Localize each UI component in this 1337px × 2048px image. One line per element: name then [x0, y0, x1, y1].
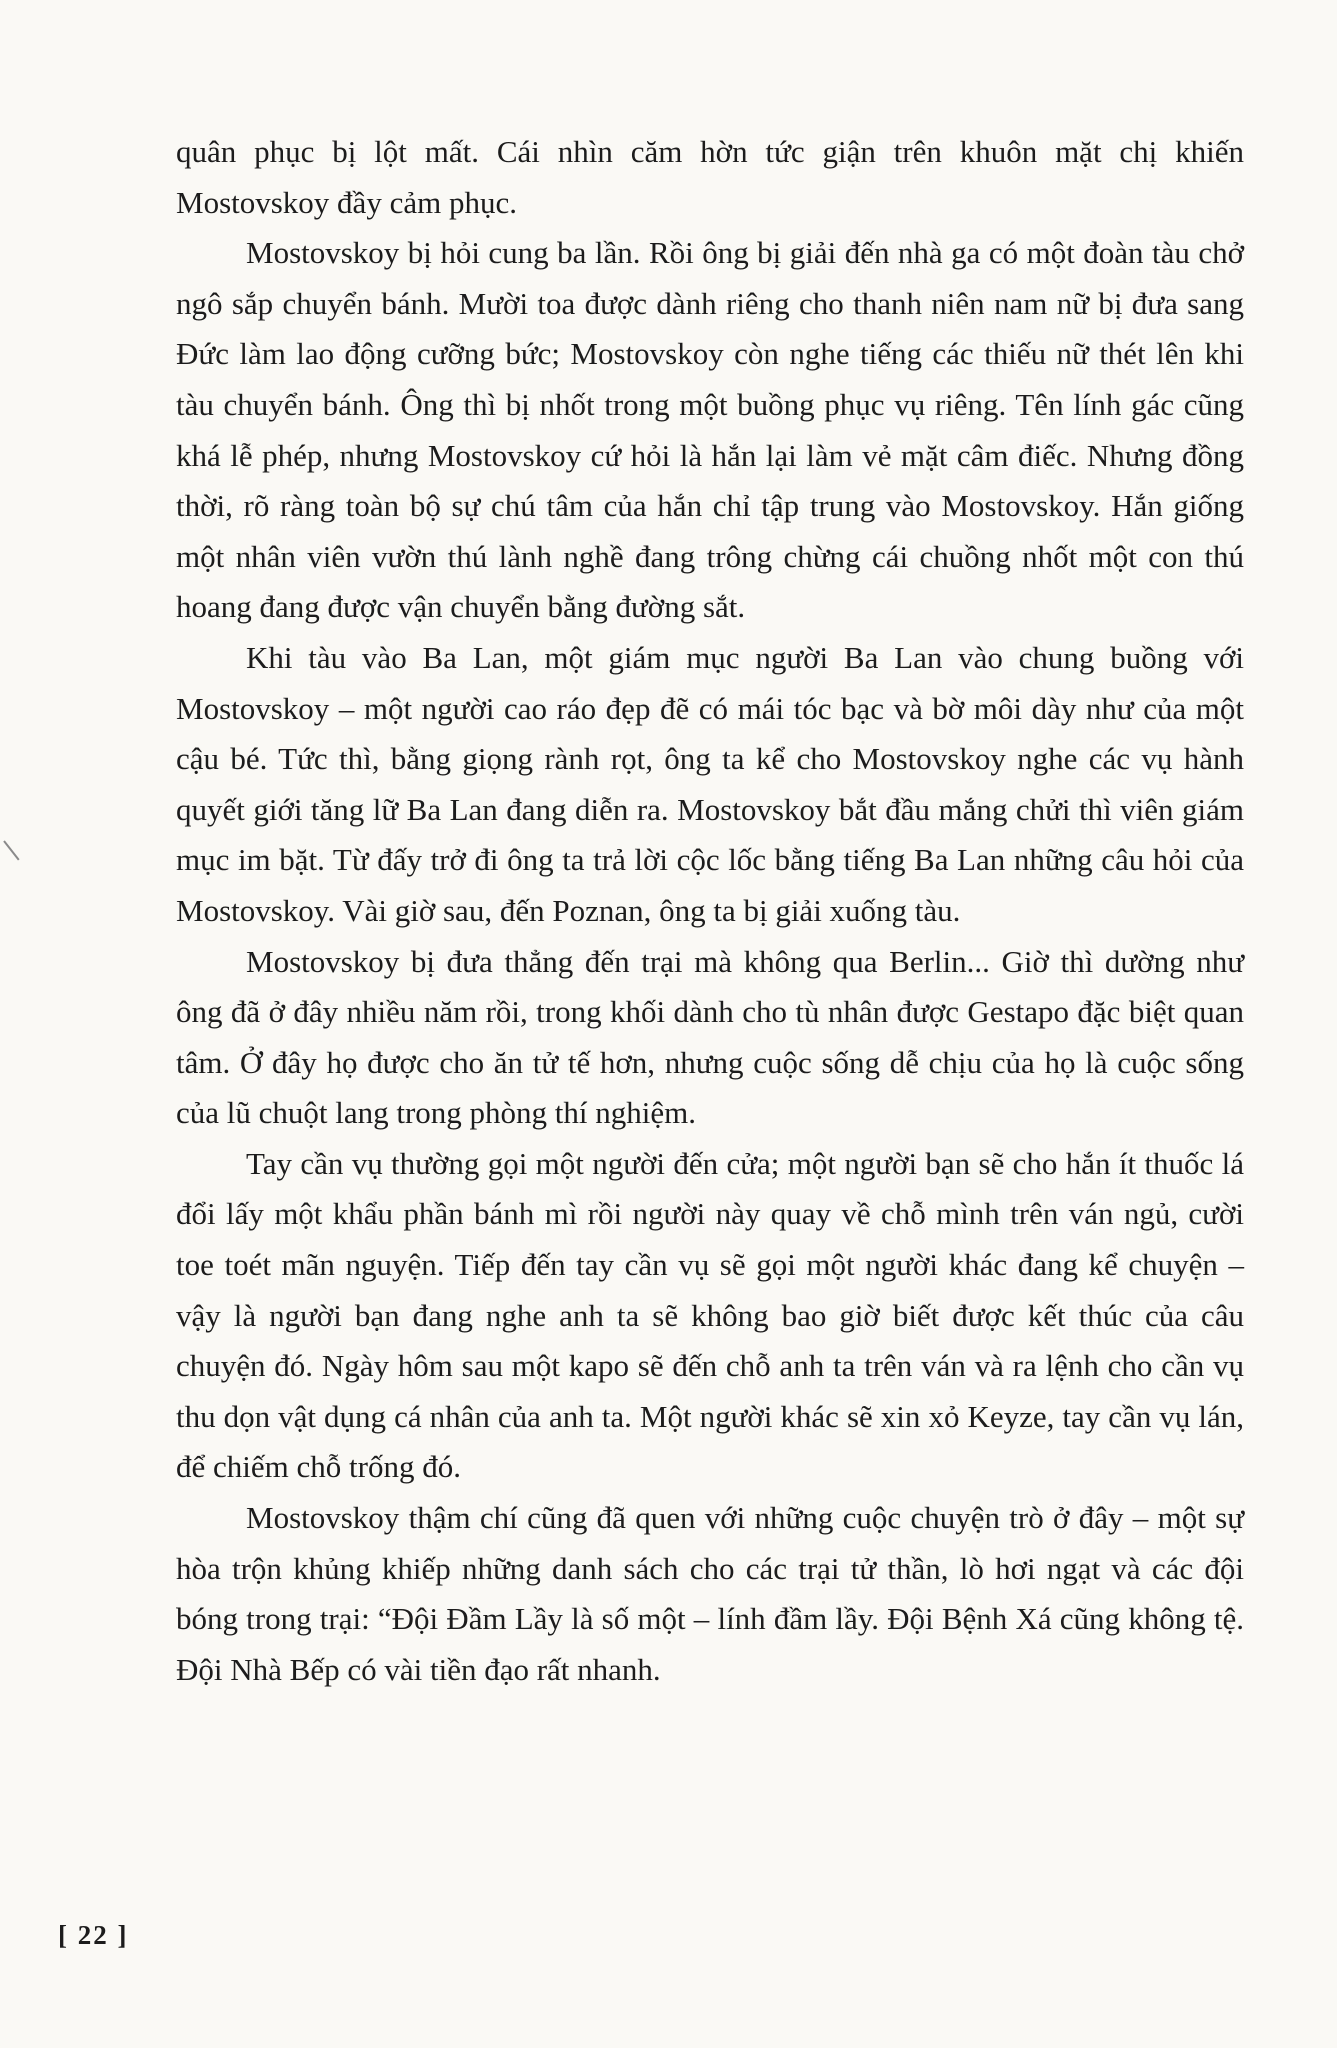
paragraph-5: Tay cần vụ thường gọi một người đến cửa; một người bạn sẽ cho hắn ít thuốc lá đổi lấy một khẩu phần bánh mì rồi người này quay về chỗ mình trên ván ngủ, cười toe toét mãn nguyện. Tiếp đến tay cần vụ sẽ gọi một người khác đang kể chuyện – vậy là người bạn đang nghe anh ta sẽ không bao giờ biết được kết thúc của câu chuyện đó. Ngày hôm sau một kapo sẽ đến chỗ anh ta trên ván và ra lệnh cho cần vụ thu dọn vật dụng cá nhân của anh ta. Một người khác sẽ xin xỏ Keyze, tay cần vụ lán, để chiếm chỗ trống đó.	[176, 1145, 1244, 1485]
paragraph-2: Mostovskoy bị hỏi cung ba lần. Rồi ông bị giải đến nhà ga có một đoàn tàu chở ngô sắp chuyển bánh. Mười toa được dành riêng cho thanh niên nam nữ bị đưa sang Đức làm lao động cưỡng bức; Mostovskoy còn nghe tiếng các thiếu nữ thét lên khi tàu chuyển bánh. Ông thì bị nhốt trong một buồng phục vụ riêng. Tên lính gác cũng khá lễ phép, nhưng Mostovskoy cứ hỏi là hắn lại làm vẻ mặt câm điếc. Nhưng đồng thời, rõ ràng toàn bộ sự chú tâm của hắn chỉ tập trung vào Mostovskoy. Hắn giống một nhân viên vườn thú lành nghề đang trông chừng cái chuồng nhốt một con thú hoang đang được vận chuyển bằng đường sắt.	[176, 235, 1244, 625]
body-text	[176, 127, 1244, 1695]
page-edge-mark	[3, 840, 19, 860]
paragraph-1: quân phục bị lột mất. Cái nhìn căm hờn tức giận trên khuôn mặt chị khiến Mostovskoy đầy cảm phục.	[176, 134, 1244, 220]
paragraph-3: Khi tàu vào Ba Lan, một giám mục người Ba Lan vào chung buồng với Mostovskoy – một người cao ráo đẹp đẽ có mái tóc bạc và bờ môi dày như của một cậu bé. Tức thì, bằng giọng rành rọt, ông ta kể cho Mostovskoy nghe các vụ hành quyết giới tăng lữ Ba Lan đang diễn ra. Mostovskoy bắt đầu mắng chửi thì viên giám mục im bặt. Từ đấy trở đi ông ta trả lời cộc lốc bằng tiếng Ba Lan những câu hỏi của Mostovskoy. Vài giờ sau, đến Poznan, ông ta bị giải xuống tàu.	[176, 639, 1244, 928]
paragraph-4: Mostovskoy bị đưa thẳng đến trại mà không qua Berlin... Giờ thì dường như ông đã ở đây nhiều năm rồi, trong khối dành cho tù nhân được Gestapo đặc biệt quan tâm. Ở đây họ được cho ăn tử tế hơn, nhưng cuộc sống dễ chịu của họ là cuộc sống của lũ chuột lang trong phòng thí nghiệm.	[176, 943, 1244, 1131]
paragraph-6: Mostovskoy thậm chí cũng đã quen với những cuộc chuyện trò ở đây – một sự hòa trộn khủng khiếp những danh sách cho các trại tử thần, lò hơi ngạt và các đội bóng trong trại: “Đội Đầm Lầy là số một – lính đầm lầy. Đội Bệnh Xá cũng không tệ. Đội Nhà Bếp có vài tiền đạo rất nhanh.	[176, 1500, 1244, 1687]
page-number: [ 22 ]	[58, 1920, 129, 1950]
